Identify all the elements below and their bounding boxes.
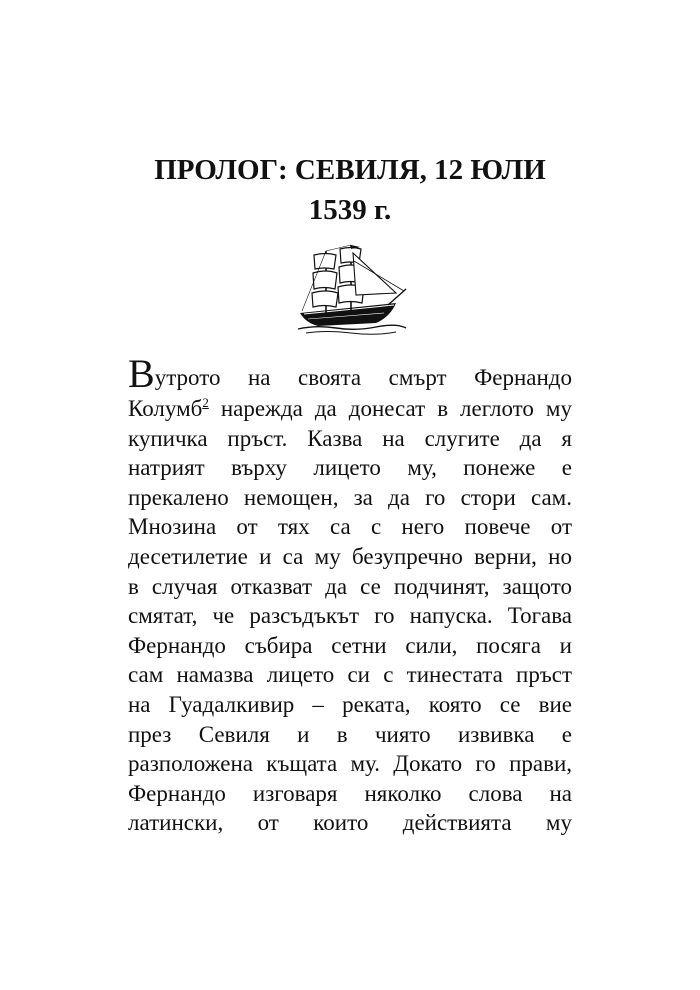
paragraph-line: разположена къщата му. Докато го прави, [128,751,572,777]
line-2-text: нарежда да донесат в леглото му [208,396,572,421]
paragraph-line: латински, от които действията му [128,810,572,836]
paragraph-line: сам намазва лицето си с тинестата пръст [128,662,572,688]
footnote-reference-link[interactable]: 2 [202,395,209,410]
paragraph-line: купичка пръст. Казва на слугите да я [128,425,572,451]
chapter-title-line-1: ПРОЛОГ: СЕВИЛЯ, 12 ЮЛИ [154,154,546,186]
line-1-text: утрото на своята смърт Фернандо [154,365,572,390]
paragraph-line: смятат, че разсъдъкът го напуска. Тогава [128,603,572,629]
drop-cap: В [128,351,155,396]
paragraph-line: в случая отказват да се подчинят, защото [128,573,572,599]
line-2-name: Колумб [128,396,203,421]
paragraph-line: Мнозина от тях са с него повече от [128,514,572,540]
chapter-title [0,150,700,230]
paragraph-line: натрият върху лицето му, понеже е [128,455,572,481]
paragraph-line: на Гуадалкивир – реката, която се вие [128,691,572,717]
paragraph-line: Фернандо изговаря няколко слова на [128,780,572,806]
prologue-paragraph [128,351,572,838]
paragraph-line-1 [128,351,572,396]
sailing-ship-icon [296,243,408,337]
chapter-title-line-2: 1539 г. [308,194,392,226]
paragraph-line: Фернандо събира сетни сили, посяга и [128,632,572,658]
paragraph-line-2 [128,394,572,424]
paragraph-line: десетилетие и са му безупречно верни, но [128,543,572,569]
paragraph-line: през Севиля и в чиято извивка е [128,721,572,747]
paragraph-line: прекалено немощен, за да го стори сам. [128,484,572,510]
